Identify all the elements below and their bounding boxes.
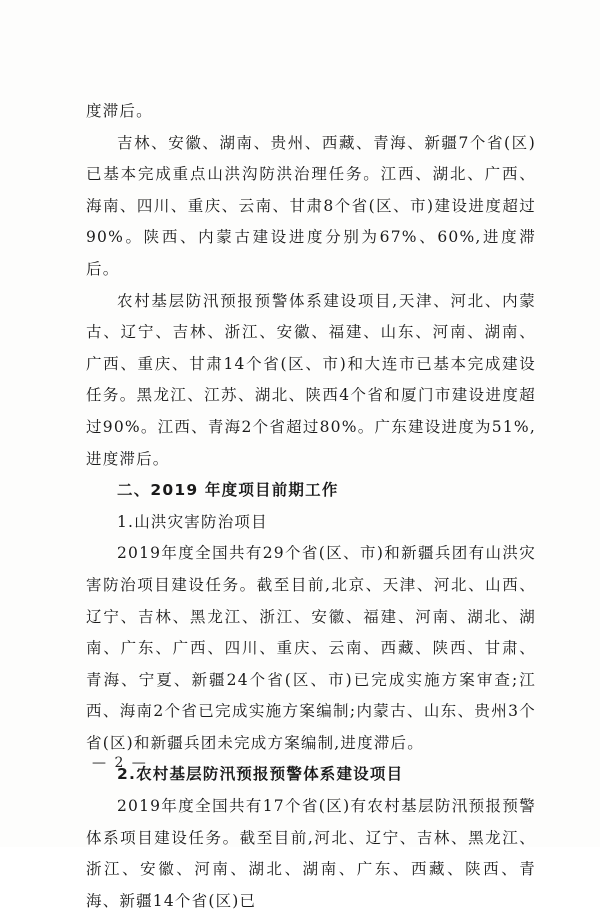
subsection-heading-mountain-flood: 1.山洪灾害防治项目: [117, 512, 268, 531]
paragraph-mountain-flood-tasks: 2019年度全国共有29个省(区、市)和新疆兵团有山洪灾害防治项目建设任务。截至目前,北京、天津、河北、山西、辽宁、吉林、黑龙江、浙江、安徽、福建、河南、湖北、湖南、广东、广西、四川、重庆、云南、西藏、陕西、甘肃、青海、宁夏、新疆24个省(区、市)已完成实施方案审查;江西、海南2个省已完成实施方案编制;内蒙古、山东、贵州3个省(区)和新疆兵团未完成方案编制,进度滞后。: [86, 544, 536, 752]
paragraph-flood-control-progress: 吉林、安徽、湖南、贵州、西藏、青海、新疆7个省(区)已基本完成重点山洪沟防洪治理任务。江西、湖北、广西、海南、四川、重庆、云南、甘肃8个省(区、市)建设进度超过90%。陕西、内蒙古建设进度分别为67%、60%,进度滞后。: [86, 133, 536, 278]
subsection-heading-early-warning: 2.农村基层防汛预报预警体系建设项目: [117, 765, 404, 784]
section-heading: 二、2019 年度项目前期工作: [117, 481, 339, 500]
paragraph-continuation: 度滞后。: [86, 102, 153, 120]
document-body: [86, 96, 536, 917]
page-number: — 2 —: [92, 755, 148, 771]
paragraph-early-warning-progress: 农村基层防汛预报预警体系建设项目,天津、河北、内蒙古、辽宁、吉林、浙江、安徽、福建、山东、河南、湖南、广西、重庆、甘肃14个省(区、市)和大连市已基本完成建设任务。黑龙江、江苏、湖北、陕西4个省和厦门市建设进度超过90%。江西、青海2个省超过80%。广东建设进度为51%,进度滞后。: [86, 291, 536, 468]
paragraph-early-warning-tasks: 2019年度全国共有17个省(区)有农村基层防汛预报预警体系项目建设任务。截至目前,河北、辽宁、吉林、黑龙江、浙江、安徽、河南、湖北、湖南、广东、西藏、陕西、青海、新疆14个省(区)已: [86, 797, 536, 910]
